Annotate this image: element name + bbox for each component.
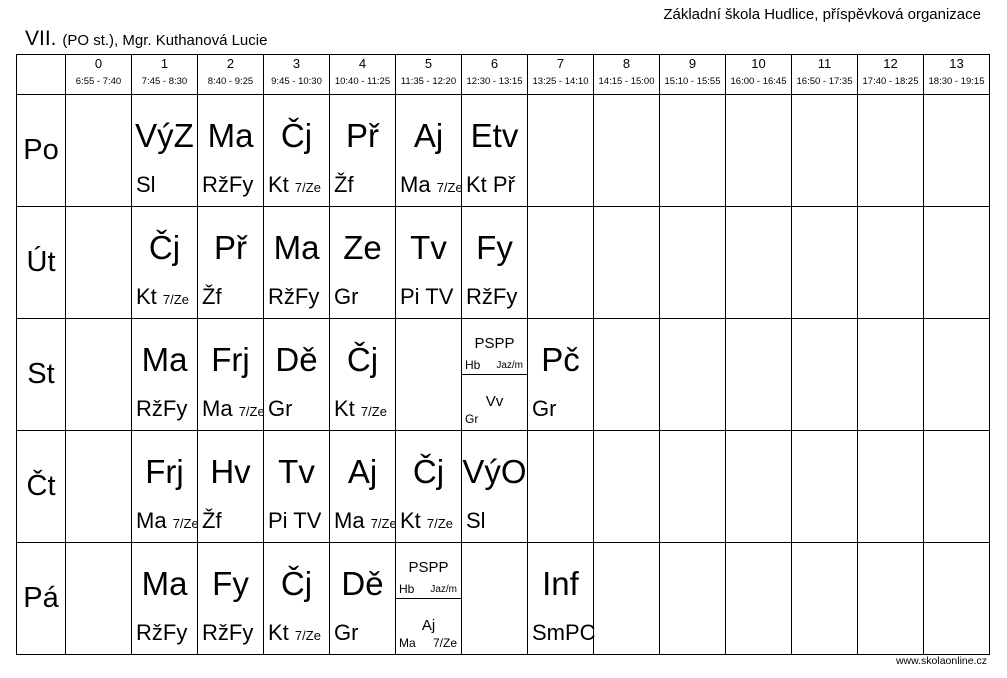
subject-label: Ma	[273, 229, 320, 266]
empty-slot	[594, 207, 660, 319]
period-number: 13	[949, 56, 964, 71]
lesson-cell	[396, 431, 462, 543]
period-number: 7	[556, 56, 565, 71]
period-time: 12:30 - 13:15	[466, 76, 523, 87]
empty-slot	[924, 95, 990, 207]
empty-slot	[66, 95, 132, 207]
period-header	[726, 55, 792, 95]
teacher-info	[400, 508, 453, 534]
empty-slot	[396, 319, 462, 431]
subject-label: Fy	[212, 565, 249, 602]
empty-slot	[792, 319, 858, 431]
subject-label: Dě	[275, 341, 318, 378]
subject-label: Aj	[347, 453, 378, 490]
group-label: 7/Ze	[370, 516, 397, 531]
subject-label: Hv	[210, 453, 251, 490]
teacher-label: Kt	[136, 284, 157, 309]
subject-label: VýO	[462, 453, 527, 490]
subject-label: Etv	[470, 117, 519, 154]
teacher-label: Kt	[334, 396, 355, 421]
period-number: 8	[622, 56, 631, 71]
day-label: Po	[17, 95, 66, 207]
teacher-info	[532, 620, 596, 646]
day-row	[17, 207, 990, 319]
empty-slot	[924, 319, 990, 431]
period-time: 9:45 - 10:30	[271, 76, 322, 87]
teacher-label: Ma	[202, 396, 233, 421]
empty-slot	[594, 95, 660, 207]
period-header	[792, 55, 858, 95]
empty-slot	[858, 543, 924, 655]
subject-label: Čj	[280, 565, 313, 602]
empty-slot	[924, 543, 990, 655]
teacher-info	[268, 508, 321, 534]
teacher-info	[532, 396, 556, 422]
group-label: Jaz/m	[496, 360, 523, 371]
empty-slot	[858, 207, 924, 319]
teacher-info	[202, 620, 253, 646]
subject-label: PSPP	[408, 559, 449, 576]
teacher-info	[400, 172, 463, 198]
lesson-cell-split	[462, 319, 528, 431]
teacher-info	[268, 396, 292, 422]
group-label: 7/Ze	[360, 404, 387, 419]
teacher-label: Pi TV	[400, 284, 454, 309]
group-label: 7/Ze	[162, 292, 189, 307]
teacher-label: Ma	[334, 508, 365, 533]
empty-slot	[660, 319, 726, 431]
teacher-info	[334, 620, 358, 646]
lesson-cell	[330, 543, 396, 655]
teacher-label: Žf	[334, 172, 354, 197]
empty-slot	[924, 431, 990, 543]
period-header	[594, 55, 660, 95]
day-label: Út	[17, 207, 66, 319]
empty-slot	[594, 319, 660, 431]
empty-slot	[594, 431, 660, 543]
group-label: Jaz/m	[430, 584, 457, 595]
teacher-label: RžFy	[466, 284, 518, 309]
group-label: 7/Ze	[426, 516, 453, 531]
teacher-info	[268, 620, 321, 646]
lesson-cell	[330, 207, 396, 319]
lesson-cell	[264, 207, 330, 319]
period-time: 10:40 - 11:25	[334, 76, 391, 87]
period-number: 9	[688, 56, 697, 71]
teacher-label: Ma	[399, 636, 416, 650]
lesson-cell	[330, 95, 396, 207]
empty-slot	[462, 543, 528, 655]
empty-slot	[726, 207, 792, 319]
subject-label: Dě	[341, 565, 384, 602]
day-row	[17, 431, 990, 543]
period-number: 11	[817, 56, 832, 71]
period-number: 12	[883, 56, 898, 71]
day-row	[17, 319, 990, 431]
subject-label: Př	[346, 117, 379, 154]
lesson-cell	[132, 95, 198, 207]
teacher-label: Sl	[136, 172, 156, 197]
subject-label: Frj	[211, 341, 250, 378]
period-time: 7:45 - 8:30	[141, 76, 188, 87]
lesson-cell	[396, 207, 462, 319]
class-name: VII.	[25, 27, 57, 50]
teacher-label: Kt	[268, 620, 289, 645]
teacher-info	[400, 284, 453, 310]
period-time: 13:25 - 14:10	[532, 76, 589, 87]
lesson-cell	[528, 543, 594, 655]
teacher-info	[202, 396, 265, 422]
teacher-label: Hb	[465, 358, 481, 372]
class-teacher: (PO st.), Mgr. Kuthanová Lucie	[62, 32, 268, 49]
period-number: 3	[292, 56, 301, 71]
subject-label: PSPP	[474, 335, 515, 352]
lesson-cell	[132, 543, 198, 655]
teacher-label: Ma	[136, 508, 167, 533]
period-header	[132, 55, 198, 95]
lesson-cell	[264, 431, 330, 543]
group-label: 7/Ze	[294, 180, 321, 195]
subject-label: Aj	[421, 617, 436, 634]
split-lesson-bottom	[396, 599, 461, 654]
group-label: 7/Ze	[432, 636, 457, 650]
period-number: 6	[490, 56, 499, 71]
empty-slot	[528, 207, 594, 319]
subject-label: Ma	[207, 117, 254, 154]
empty-slot	[792, 95, 858, 207]
period-header-row	[17, 55, 990, 95]
period-time: 16:00 - 16:45	[730, 76, 787, 87]
class-heading	[25, 27, 267, 51]
teacher-info	[202, 172, 253, 198]
period-number: 4	[358, 56, 367, 71]
lesson-cell	[396, 95, 462, 207]
lesson-cell	[198, 319, 264, 431]
subject-label: Př	[214, 229, 247, 266]
lesson-cell	[132, 207, 198, 319]
period-time: 18:30 - 19:15	[928, 76, 985, 87]
subject-label: Inf	[542, 565, 579, 602]
period-number: 1	[160, 56, 169, 71]
period-header	[66, 55, 132, 95]
teacher-label: RžFy	[202, 172, 254, 197]
subject-label: Frj	[145, 453, 184, 490]
period-header	[660, 55, 726, 95]
group-label: 7/Ze	[294, 628, 321, 643]
empty-slot	[792, 543, 858, 655]
teacher-label: Gr	[465, 412, 479, 426]
period-time: 17:40 - 18:25	[862, 76, 919, 87]
teacher-info	[136, 172, 156, 198]
empty-slot	[924, 207, 990, 319]
period-header	[264, 55, 330, 95]
teacher-label: Kt Př	[466, 172, 515, 197]
lesson-cell	[198, 207, 264, 319]
empty-slot	[660, 431, 726, 543]
lesson-cell	[264, 319, 330, 431]
subject-label: Tv	[278, 453, 315, 490]
subject-label: VýZ	[135, 117, 194, 154]
period-number: 0	[94, 56, 103, 71]
timetable-grid	[16, 54, 990, 655]
teacher-label: SmPC	[532, 620, 596, 645]
school-name: Základní škola Hudlice, příspěvková organizace	[663, 6, 981, 23]
period-time: 11:35 - 12:20	[400, 76, 457, 87]
empty-slot	[726, 95, 792, 207]
lesson-cell	[462, 95, 528, 207]
teacher-label: RžFy	[136, 620, 188, 645]
period-header	[462, 55, 528, 95]
empty-slot	[528, 95, 594, 207]
empty-slot	[726, 431, 792, 543]
footer-url: www.skolaonline.cz	[895, 655, 987, 667]
empty-slot	[858, 431, 924, 543]
empty-slot	[66, 207, 132, 319]
teacher-info	[334, 284, 358, 310]
teacher-label: Kt	[400, 508, 421, 533]
group-label: 7/Ze	[238, 404, 265, 419]
lesson-cell	[132, 431, 198, 543]
period-header	[330, 55, 396, 95]
group-label: 7/Ze	[172, 516, 199, 531]
teacher-label: Gr	[532, 396, 557, 421]
teacher-info	[136, 284, 189, 310]
teacher-info	[334, 172, 354, 198]
empty-slot	[660, 95, 726, 207]
lesson-cell	[330, 431, 396, 543]
teacher-label: Kt	[268, 172, 289, 197]
subject-label: Čj	[346, 341, 379, 378]
period-number: 10	[751, 56, 766, 71]
subject-label: Čj	[280, 117, 313, 154]
teacher-info	[466, 284, 517, 310]
teacher-info	[466, 172, 515, 198]
empty-slot	[726, 319, 792, 431]
empty-slot	[660, 543, 726, 655]
period-header	[924, 55, 990, 95]
subject-label: Fy	[476, 229, 513, 266]
empty-slot	[594, 543, 660, 655]
corner-cell	[17, 55, 66, 95]
empty-slot	[858, 95, 924, 207]
subject-label: Ze	[343, 229, 382, 266]
period-time: 14:15 - 15:00	[598, 76, 655, 87]
day-row	[17, 543, 990, 655]
split-lesson-top	[462, 319, 527, 375]
lesson-cell	[330, 319, 396, 431]
teacher-info	[334, 396, 387, 422]
period-header	[396, 55, 462, 95]
teacher-label: Žf	[202, 284, 222, 309]
lesson-cell-split	[396, 543, 462, 655]
period-number: 2	[226, 56, 235, 71]
teacher-info	[202, 508, 222, 534]
day-label: St	[17, 319, 66, 431]
teacher-label: Sl	[466, 508, 486, 533]
teacher-label: Hb	[399, 582, 415, 596]
teacher-info	[466, 508, 486, 534]
lesson-cell	[198, 95, 264, 207]
subject-label: Pč	[541, 341, 580, 378]
period-header	[198, 55, 264, 95]
teacher-label: RžFy	[202, 620, 254, 645]
subject-label: Ma	[141, 565, 188, 602]
subject-label: Čj	[148, 229, 181, 266]
subject-label: Ma	[141, 341, 188, 378]
empty-slot	[66, 431, 132, 543]
teacher-label: Pi TV	[268, 508, 322, 533]
split-lesson-top	[396, 543, 461, 599]
empty-slot	[792, 207, 858, 319]
teacher-label: Ma	[400, 172, 431, 197]
group-label: 7/Ze	[436, 180, 463, 195]
day-row	[17, 95, 990, 207]
teacher-info	[136, 396, 187, 422]
lesson-cell	[198, 543, 264, 655]
lesson-cell	[264, 543, 330, 655]
teacher-label: Žf	[202, 508, 222, 533]
empty-slot	[528, 431, 594, 543]
teacher-info	[268, 172, 321, 198]
empty-slot	[858, 319, 924, 431]
teacher-info	[136, 508, 199, 534]
teacher-label: RžFy	[268, 284, 320, 309]
period-header	[858, 55, 924, 95]
day-label: Pá	[17, 543, 66, 655]
period-number: 5	[424, 56, 433, 71]
empty-slot	[726, 543, 792, 655]
lesson-cell	[528, 319, 594, 431]
lesson-cell	[462, 207, 528, 319]
teacher-info	[136, 620, 187, 646]
lesson-cell	[264, 95, 330, 207]
timetable	[16, 54, 990, 655]
empty-slot	[66, 543, 132, 655]
period-time: 8:40 - 9:25	[207, 76, 254, 87]
teacher-label: Gr	[268, 396, 293, 421]
teacher-label: Gr	[334, 620, 359, 645]
period-header	[528, 55, 594, 95]
subject-label: Aj	[413, 117, 444, 154]
subject-label: Čj	[412, 453, 445, 490]
day-label: Čt	[17, 431, 66, 543]
teacher-label: Gr	[334, 284, 359, 309]
teacher-info	[202, 284, 222, 310]
subject-label: Vv	[485, 393, 504, 410]
empty-slot	[660, 207, 726, 319]
teacher-info	[334, 508, 397, 534]
lesson-cell	[198, 431, 264, 543]
period-time: 6:55 - 7:40	[75, 76, 122, 87]
lesson-cell	[462, 431, 528, 543]
period-time: 15:10 - 15:55	[664, 76, 721, 87]
empty-slot	[66, 319, 132, 431]
subject-label: Tv	[410, 229, 447, 266]
teacher-info	[268, 284, 319, 310]
teacher-label: RžFy	[136, 396, 188, 421]
split-lesson-bottom	[462, 375, 527, 430]
empty-slot	[792, 431, 858, 543]
lesson-cell	[132, 319, 198, 431]
period-time: 16:50 - 17:35	[796, 76, 853, 87]
